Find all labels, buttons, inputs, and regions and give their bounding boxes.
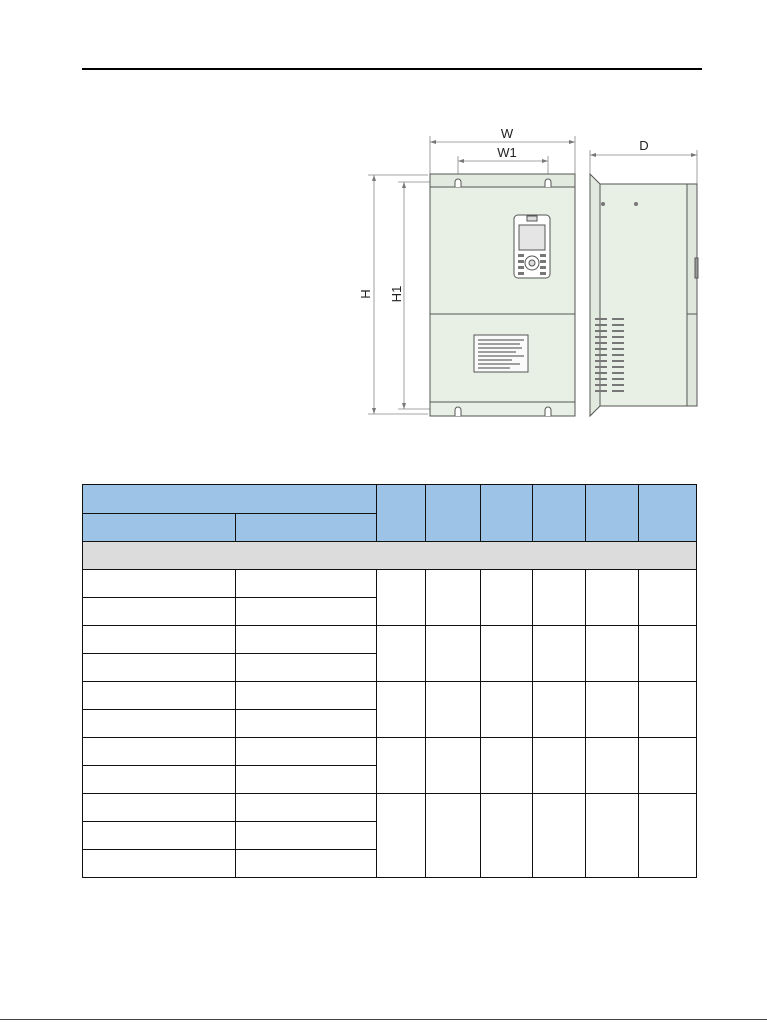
front-view — [430, 174, 575, 416]
table-cell — [481, 570, 533, 626]
dim-label-h: H — [358, 289, 373, 299]
table-cell — [236, 598, 377, 626]
table-cell — [83, 710, 236, 738]
table-cell — [426, 570, 481, 626]
table-cell — [481, 682, 533, 738]
table-cell — [236, 850, 377, 878]
header-cell — [533, 485, 586, 542]
header-cell — [83, 485, 377, 514]
table-cell — [426, 682, 481, 738]
table-row — [83, 794, 697, 822]
table-cell — [586, 570, 639, 626]
table-cell — [236, 794, 377, 822]
table-cell — [236, 682, 377, 710]
table-cell — [236, 766, 377, 794]
dim-label-h1: H1 — [389, 285, 404, 303]
table-cell — [83, 850, 236, 878]
dim-label-w1: W1 — [497, 145, 517, 160]
table-row — [83, 626, 697, 654]
table-row — [83, 570, 697, 598]
dimension-diagram — [0, 0, 767, 470]
table-cell — [83, 822, 236, 850]
dimension-table — [82, 484, 697, 878]
table-cell — [639, 682, 697, 738]
table-cell — [377, 738, 426, 794]
footer-rule — [0, 1019, 767, 1020]
table-cell — [236, 710, 377, 738]
table-cell — [236, 570, 377, 598]
table-cell — [83, 794, 236, 822]
table-cell — [377, 626, 426, 682]
dim-label-w: W — [500, 126, 514, 141]
dim-label-d: D — [639, 138, 649, 153]
table-cell — [533, 794, 586, 878]
table-cell — [533, 682, 586, 738]
table-cell — [377, 570, 426, 626]
header-cell — [481, 485, 533, 542]
table-cell — [83, 766, 236, 794]
table-cell — [236, 822, 377, 850]
table-cell — [639, 626, 697, 682]
table-cell — [83, 738, 236, 766]
table-cell — [586, 738, 639, 794]
table-cell — [639, 794, 697, 878]
table-cell — [83, 682, 236, 710]
table-cell — [236, 738, 377, 766]
header-cell — [586, 485, 639, 542]
table-cell — [83, 654, 236, 682]
table-cell — [533, 738, 586, 794]
table-cell — [426, 738, 481, 794]
table-cell — [586, 626, 639, 682]
table-cell — [481, 738, 533, 794]
table-cell — [377, 682, 426, 738]
table-row — [83, 738, 697, 766]
header-cell — [377, 485, 426, 542]
table-cell — [639, 570, 697, 626]
table-row — [83, 682, 697, 710]
table-cell — [236, 626, 377, 654]
table-cell — [586, 682, 639, 738]
header-cell — [236, 514, 377, 542]
table-cell — [426, 794, 481, 878]
table-cell — [481, 794, 533, 878]
table-cell — [586, 794, 639, 878]
table-cell — [533, 626, 586, 682]
table-cell — [426, 626, 481, 682]
table-cell — [639, 738, 697, 794]
table-header-row — [83, 485, 697, 514]
table-cell — [83, 570, 236, 598]
section-cell — [83, 542, 697, 570]
header-cell — [83, 514, 236, 542]
table-cell — [533, 570, 586, 626]
table-cell — [481, 626, 533, 682]
table-cell — [236, 654, 377, 682]
table-cell — [377, 794, 426, 878]
header-cell — [639, 485, 697, 542]
table-cell — [83, 598, 236, 626]
table-section-row — [83, 542, 697, 570]
header-cell — [426, 485, 481, 542]
table-cell — [83, 626, 236, 654]
